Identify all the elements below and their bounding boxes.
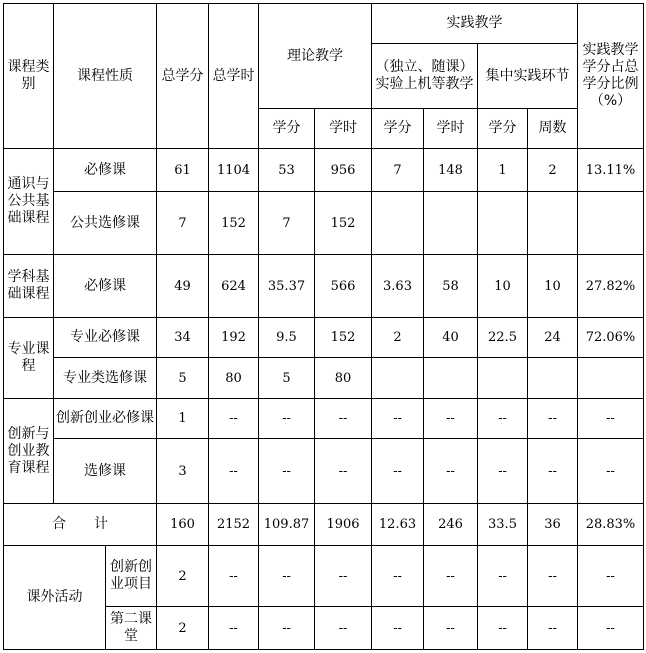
header-theory-hours: 学时 xyxy=(315,109,372,149)
nature-cell: 必修课 xyxy=(54,255,157,318)
theory-hours-cell: -- xyxy=(315,439,372,504)
total-row xyxy=(4,504,644,546)
table-row xyxy=(4,399,644,439)
theory-hours-cell: 152 xyxy=(315,192,372,255)
total-hours-cell: 624 xyxy=(209,255,259,318)
theory-credits-cell: 5 xyxy=(259,358,315,399)
central-weeks-cell: -- xyxy=(528,439,578,504)
table-row xyxy=(4,358,644,399)
total-hours-cell: 80 xyxy=(209,358,259,399)
total-credits-cell: 34 xyxy=(157,318,209,358)
header-theory: 理论教学 xyxy=(259,4,372,109)
table-row xyxy=(4,192,644,255)
lab-credits-cell: -- xyxy=(372,399,424,439)
theory-credits-cell: -- xyxy=(259,546,315,607)
ratio-cell: -- xyxy=(578,439,644,504)
central-credits-cell xyxy=(478,358,528,399)
theory-hours-cell: -- xyxy=(315,399,372,439)
extra-row xyxy=(4,546,644,607)
header-theory-credit: 学分 xyxy=(259,109,315,149)
theory-credits-cell: 7 xyxy=(259,192,315,255)
lab-credits-cell xyxy=(372,192,424,255)
ratio-cell: 13.11% xyxy=(578,149,644,192)
table-row xyxy=(4,439,644,504)
total-credits-cell: 1 xyxy=(157,399,209,439)
total-credits-cell: 160 xyxy=(157,504,209,546)
central-weeks-cell: 24 xyxy=(528,318,578,358)
lab-hours-cell: -- xyxy=(424,607,478,650)
header-central-weeks: 周数 xyxy=(528,109,578,149)
extra-item-cell: 第二课堂 xyxy=(106,607,157,650)
theory-hours-cell: 566 xyxy=(315,255,372,318)
lab-credits-cell: 3.63 xyxy=(372,255,424,318)
lab-hours-cell: -- xyxy=(424,439,478,504)
header-nature: 课程性质 xyxy=(54,4,157,149)
category-cell: 创新与创业教育课程 xyxy=(4,399,54,504)
central-credits-cell xyxy=(478,192,528,255)
total-credits-cell: 2 xyxy=(157,546,209,607)
total-hours-cell: 152 xyxy=(209,192,259,255)
theory-credits-cell: 35.37 xyxy=(259,255,315,318)
central-credits-cell: -- xyxy=(478,546,528,607)
nature-cell: 公共选修课 xyxy=(54,192,157,255)
central-weeks-cell xyxy=(528,358,578,399)
ratio-cell: -- xyxy=(578,399,644,439)
ratio-cell: 72.06% xyxy=(578,318,644,358)
nature-cell: 专业必修课 xyxy=(54,318,157,358)
total-credits-cell: 49 xyxy=(157,255,209,318)
lab-credits-cell: -- xyxy=(372,439,424,504)
central-credits-cell: 33.5 xyxy=(478,504,528,546)
theory-hours-cell: 80 xyxy=(315,358,372,399)
extra-item-cell: 创新创业项目 xyxy=(106,546,157,607)
theory-credits-cell: -- xyxy=(259,607,315,650)
header-central-credit: 学分 xyxy=(478,109,528,149)
lab-hours-cell xyxy=(424,192,478,255)
lab-hours-cell xyxy=(424,358,478,399)
ratio-cell xyxy=(578,192,644,255)
lab-hours-cell: 58 xyxy=(424,255,478,318)
header-total-hours: 总学时 xyxy=(209,4,259,149)
total-hours-cell: -- xyxy=(209,607,259,650)
ratio-cell: -- xyxy=(578,546,644,607)
total-label: 合 计 xyxy=(4,504,157,546)
course-credits-table xyxy=(3,3,644,650)
total-credits-cell: 5 xyxy=(157,358,209,399)
lab-hours-cell: -- xyxy=(424,546,478,607)
lab-hours-cell: 40 xyxy=(424,318,478,358)
header-practice: 实践教学 xyxy=(372,4,578,44)
central-weeks-cell: -- xyxy=(528,399,578,439)
central-credits-cell: -- xyxy=(478,399,528,439)
central-weeks-cell: 36 xyxy=(528,504,578,546)
lab-hours-cell: 246 xyxy=(424,504,478,546)
total-credits-cell: 2 xyxy=(157,607,209,650)
header-centralized: 集中实践环节 xyxy=(478,44,578,109)
central-credits-cell: 10 xyxy=(478,255,528,318)
central-weeks-cell: 10 xyxy=(528,255,578,318)
nature-cell: 选修课 xyxy=(54,439,157,504)
table-row xyxy=(4,149,644,192)
central-weeks-cell: 2 xyxy=(528,149,578,192)
ratio-cell: 28.83% xyxy=(578,504,644,546)
theory-credits-cell: 109.87 xyxy=(259,504,315,546)
nature-cell: 必修课 xyxy=(54,149,157,192)
total-hours-cell: -- xyxy=(209,546,259,607)
lab-hours-cell: -- xyxy=(424,399,478,439)
total-hours-cell: 192 xyxy=(209,318,259,358)
header-category: 课程类别 xyxy=(4,4,54,149)
theory-hours-cell: -- xyxy=(315,607,372,650)
theory-hours-cell: 1906 xyxy=(315,504,372,546)
ratio-cell: 27.82% xyxy=(578,255,644,318)
category-cell: 通识与公共基础课程 xyxy=(4,149,54,255)
central-weeks-cell xyxy=(528,192,578,255)
nature-cell: 创新创业必修课 xyxy=(54,399,157,439)
total-hours-cell: -- xyxy=(209,439,259,504)
theory-hours-cell: 152 xyxy=(315,318,372,358)
total-credits-cell: 61 xyxy=(157,149,209,192)
lab-credits-cell: -- xyxy=(372,607,424,650)
header-total-credits: 总学分 xyxy=(157,4,209,149)
theory-credits-cell: -- xyxy=(259,399,315,439)
theory-credits-cell: 53 xyxy=(259,149,315,192)
theory-credits-cell: -- xyxy=(259,439,315,504)
lab-credits-cell: 7 xyxy=(372,149,424,192)
total-hours-cell: 2152 xyxy=(209,504,259,546)
lab-credits-cell xyxy=(372,358,424,399)
ratio-cell: -- xyxy=(578,607,644,650)
central-weeks-cell: -- xyxy=(528,546,578,607)
central-credits-cell: 22.5 xyxy=(478,318,528,358)
header-row-1 xyxy=(4,4,644,44)
central-credits-cell: -- xyxy=(478,439,528,504)
theory-hours-cell: -- xyxy=(315,546,372,607)
total-hours-cell: 1104 xyxy=(209,149,259,192)
header-lab-credit: 学分 xyxy=(372,109,424,149)
nature-cell: 专业类选修课 xyxy=(54,358,157,399)
extra-label: 课外活动 xyxy=(4,546,106,650)
category-cell: 专业课程 xyxy=(4,318,54,399)
header-practice-ratio: 实践教学学分占总学分比例（%） xyxy=(578,4,644,149)
table-row xyxy=(4,255,644,318)
total-credits-cell: 3 xyxy=(157,439,209,504)
category-cell: 学科基础课程 xyxy=(4,255,54,318)
total-hours-cell: -- xyxy=(209,399,259,439)
theory-credits-cell: 9.5 xyxy=(259,318,315,358)
central-weeks-cell: -- xyxy=(528,607,578,650)
central-credits-cell: -- xyxy=(478,607,528,650)
ratio-cell xyxy=(578,358,644,399)
table-row xyxy=(4,318,644,358)
lab-credits-cell: 12.63 xyxy=(372,504,424,546)
header-lab-hours: 学时 xyxy=(424,109,478,149)
lab-credits-cell: 2 xyxy=(372,318,424,358)
theory-hours-cell: 956 xyxy=(315,149,372,192)
lab-hours-cell: 148 xyxy=(424,149,478,192)
lab-credits-cell: -- xyxy=(372,546,424,607)
central-credits-cell: 1 xyxy=(478,149,528,192)
header-lab: （独立、随课）实验上机等教学 xyxy=(372,44,478,109)
total-credits-cell: 7 xyxy=(157,192,209,255)
